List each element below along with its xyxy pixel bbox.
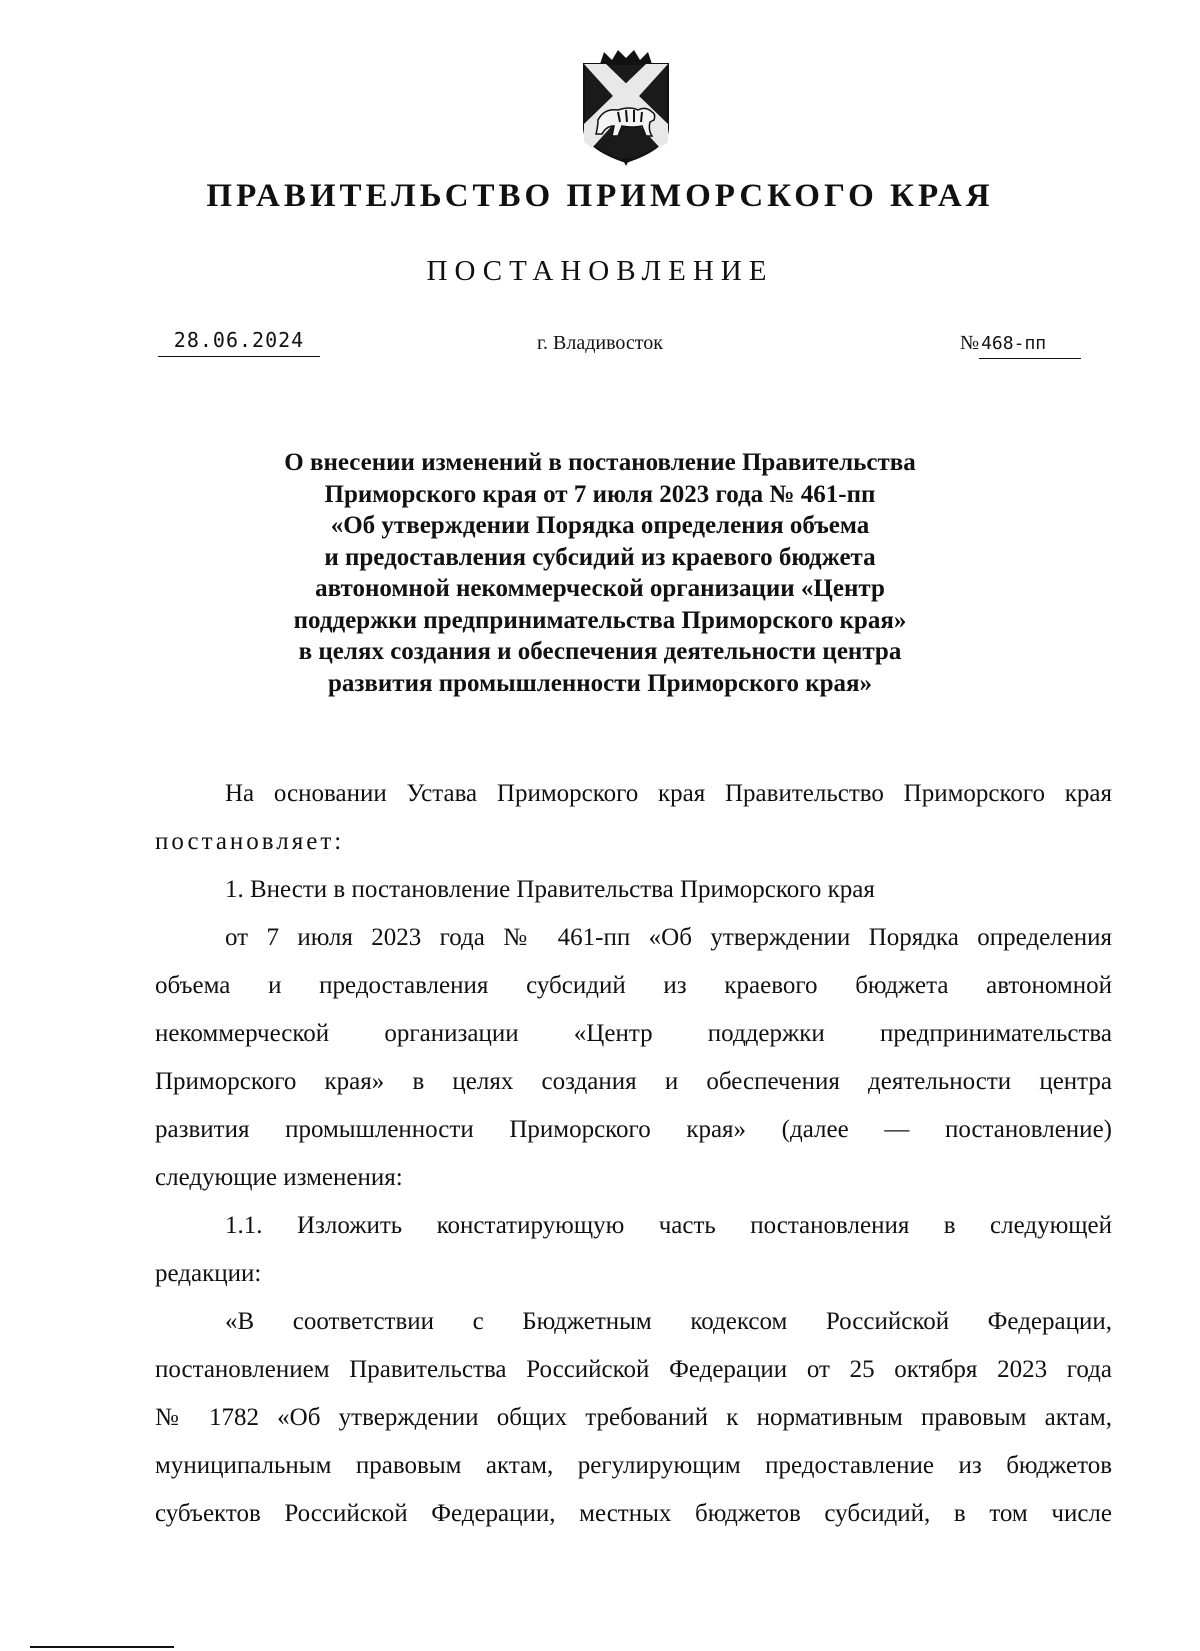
document-number-prefix: № — [960, 332, 980, 354]
heading-line: «Об утверждении Порядка определения объема — [330, 512, 870, 539]
footnote-divider — [30, 1646, 174, 1648]
document-date: 28.06.2024 — [158, 328, 320, 357]
body-line-item-1-text: следующие изменения: — [155, 1164, 403, 1191]
body-line-intro: На основании Устава Приморского края Правительство Приморского края — [225, 780, 1112, 807]
heading-line: в целях создания и обеспечения деятельности центра — [298, 638, 902, 665]
heading-line: развития промышленности Приморского края» — [327, 669, 873, 697]
body-line-item-1-text: от 7 июля 2023 года № 461-пп «Об утверждении Порядка определения — [225, 924, 1112, 951]
body-line-item-1: 1. Внести в постановление Правительства Приморского края — [225, 876, 875, 903]
coat-of-arms-icon — [578, 50, 674, 166]
body-line-quote: субъектов Российской Федерации, местных бюджетов субсидий, в том числе — [155, 1500, 1112, 1527]
body-line-decree: постановляет: — [155, 828, 345, 855]
body-line-quote: № 1782 «Об утверждении общих требований к нормативным правовым актам, — [155, 1404, 1112, 1431]
document-heading — [200, 447, 1000, 699]
body-line-item-1-text: развития промышленности Приморского края» (далее — постановление) — [155, 1116, 1112, 1143]
body-line-item-1-text: объема и предоставления субсидий из краевого бюджета автономной — [155, 972, 1112, 999]
document-body — [155, 770, 1112, 1538]
body-line-item-1-text: некоммерческой организации «Центр поддержки предпринимательства — [155, 1020, 1112, 1047]
body-line-quote: «В соответствии с Бюджетным кодексом Российской Федерации, — [225, 1308, 1112, 1335]
heading-line: автономной некоммерческой организации «Центр — [315, 575, 885, 602]
document-type: ПОСТАНОВЛЕНИЕ — [426, 255, 774, 287]
heading-line: Приморского края от 7 июля 2023 года № 461-пп — [324, 480, 876, 508]
body-line-item-1-1: 1.1. Изложить констатирующую часть постановления в следующей — [225, 1212, 1112, 1239]
heading-line: и предоставления субсидий из краевого бюджета — [324, 543, 876, 571]
document-number — [960, 332, 1110, 359]
document-number-value: 468-пп — [979, 333, 1081, 359]
organization-title: ПРАВИТЕЛЬСТВО ПРИМОРСКОГО КРАЯ — [206, 178, 994, 214]
body-line-quote: постановлением Правительства Российской Федерации от 25 октября 2023 года — [155, 1356, 1112, 1383]
body-line-item-1-1: редакции: — [155, 1260, 262, 1287]
heading-line: О внесении изменений в постановление Правительства — [284, 449, 916, 476]
body-line-quote: муниципальным правовым актам, регулирующим предоставление из бюджетов — [155, 1452, 1112, 1479]
document-city: г. Владивосток — [537, 332, 663, 354]
document-meta-row — [0, 328, 1200, 368]
body-line-item-1-text: Приморского края» в целях создания и обеспечения деятельности центра — [155, 1068, 1112, 1095]
heading-line: поддержки предпринимательства Приморского края» — [293, 606, 907, 634]
